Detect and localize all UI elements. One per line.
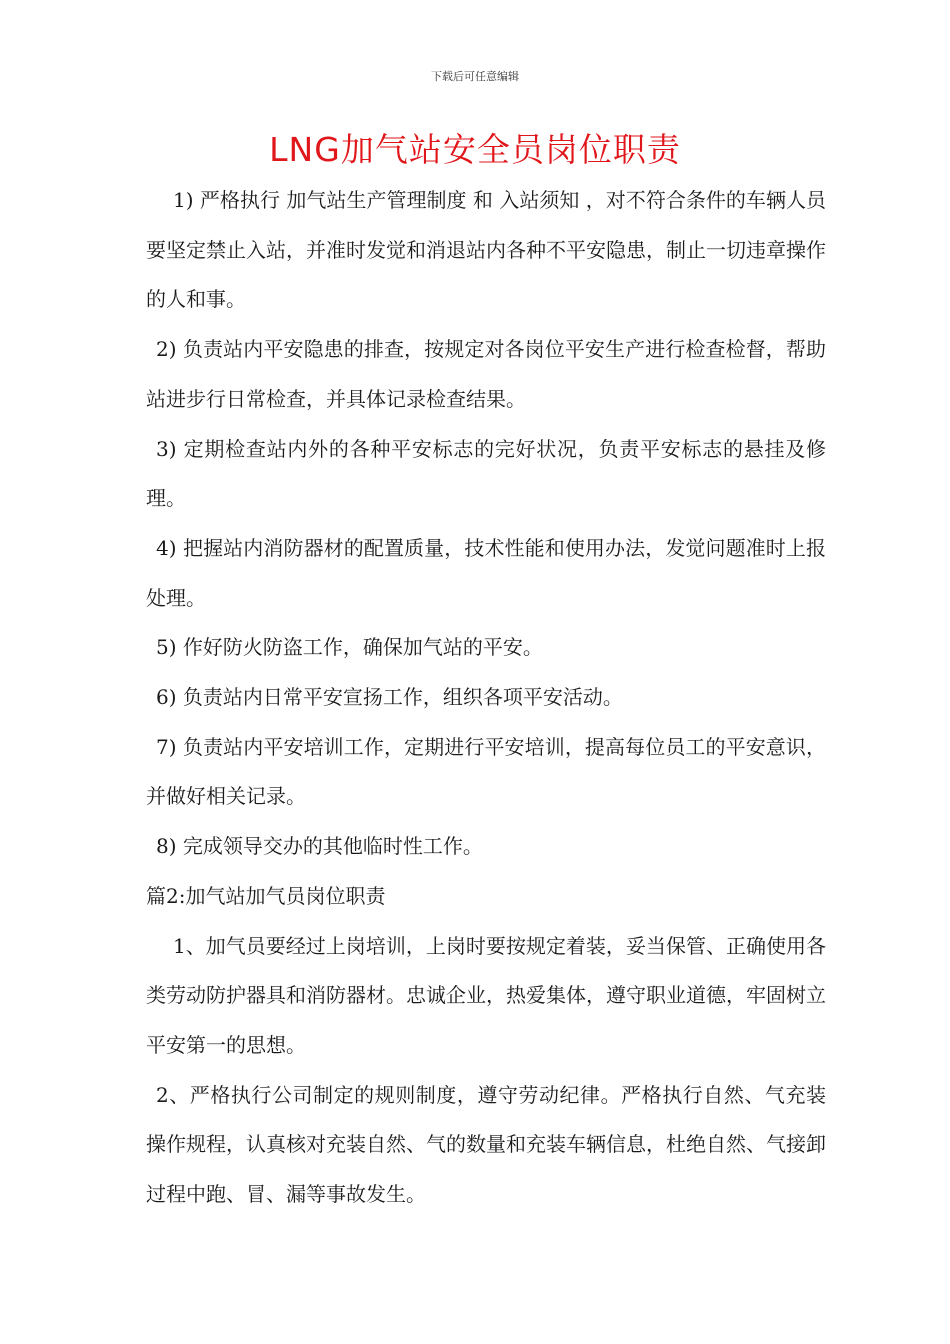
header-note: 下载后可任意编辑	[431, 70, 519, 83]
duty-item-8: 8) 完成领导交办的其他临时性工作。	[156, 834, 483, 859]
duty-item-4: 4) 把握站内消防器材的配置质量，技术性能和使用办法，发觉问题准时上报处理。	[146, 535, 826, 610]
document-body	[146, 176, 826, 1220]
duty-item-2: 2) 负责站内平安隐患的排查，按规定对各岗位平安生产进行检查检督，帮助站进步行日常检查，并具体记录检查结果。	[146, 337, 826, 411]
duty-item-3: 3) 定期检查站内外的各种平安标志的完好状况，负责平安标志的悬挂及修理。	[146, 436, 826, 511]
section-heading: 篇2:加气站加气员岗位职责	[146, 883, 386, 908]
page-title: LNG加气站安全员岗位职责	[269, 130, 681, 169]
duty-item-1: 1) 严格执行 加气站生产管理制度 和 入站须知 ，对不符合条件的车辆人员要坚定禁止入站，并准时发觉和消退站内各种不平安隐患，制止一切违章操作的人和事。	[146, 188, 826, 312]
duty-item-6: 6) 负责站内日常平安宣扬工作，组织各项平安活动。	[156, 685, 623, 710]
attendant-duty-1: 1、加气员要经过上岗培训，上岗时要按规定着装，妥当保管、正确使用各类劳动防护器具和消防器材。忠诚企业，热爱集体，遵守职业道德，牢固树立平安第一的思想。	[146, 933, 826, 1057]
duty-item-5: 5) 作好防火防盗工作，确保加气站的平安。	[156, 635, 543, 660]
duty-item-7: 7) 负责站内平安培训工作，定期进行平安培训，提高每位员工的平安意识，并做好相关记录。	[146, 734, 826, 809]
attendant-duty-2: 2、严格执行公司制定的规则制度，遵守劳动纪律。严格执行自然、气充装操作规程，认真核对充装自然、气的数量和充装车辆信息，杜绝自然、气接卸过程中跑、冒、漏等事故发生。	[146, 1082, 826, 1207]
